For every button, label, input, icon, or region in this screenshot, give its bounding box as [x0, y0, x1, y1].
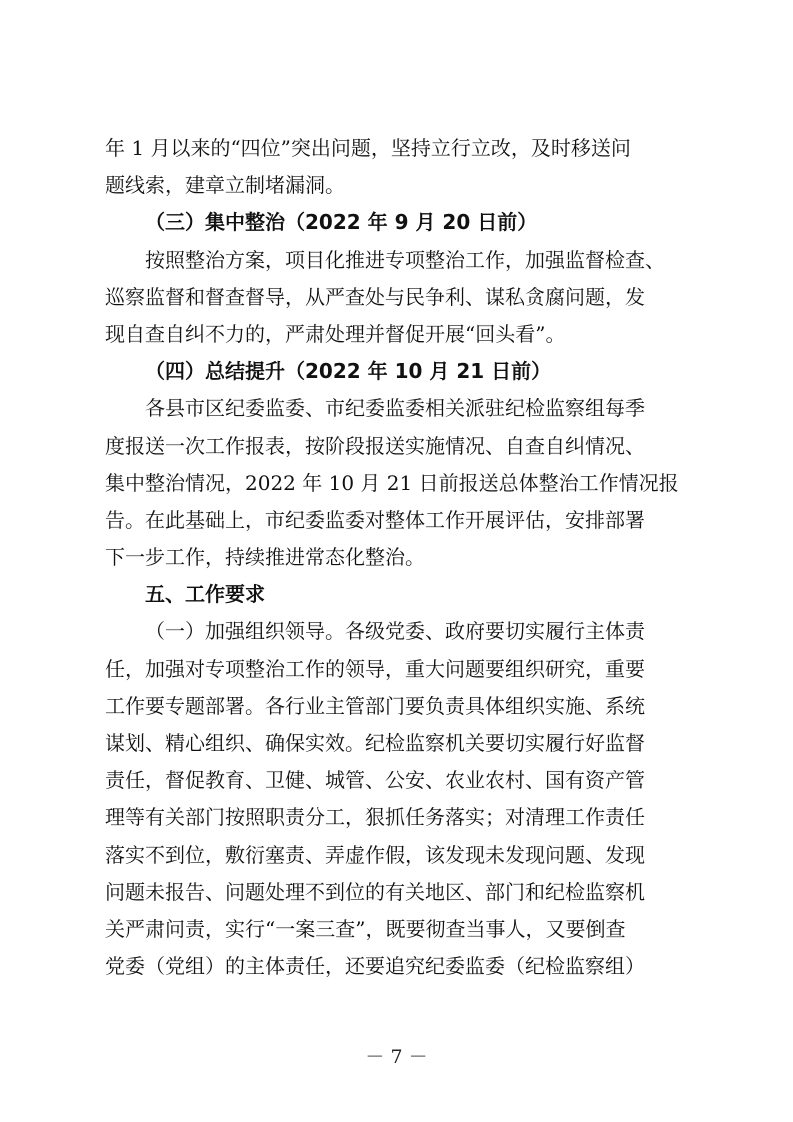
text-line: 责任，督促教育、卫健、城管、公安、农业农村、国有资产管	[105, 768, 645, 793]
text-line: 落实不到位，敷衍塞责、弄虚作假，该发现未发现问题、发现	[105, 842, 645, 867]
text-line: 告。在此基础上，市纪委监委对整体工作开展评估，安排部署	[105, 507, 645, 532]
text-line: 理等有关部门按照职责分工，狠抓任务落实；对清理工作责任	[105, 805, 645, 830]
paragraph-start-line: 按照整治方案，项目化推进专项整治工作，加强监督检查、	[145, 247, 665, 272]
text-line: 年 1 月以来的“四位”突出问题，坚持立行立改，及时移送问	[105, 136, 631, 160]
text-line: 集中整治情况，2022 年 10 月 21 日前报送总体整治工作情况报	[105, 470, 679, 495]
chapter-heading-5: 五、工作要求	[145, 582, 265, 607]
paragraph-start-line: 各县市区纪委监委、市纪委监委相关派驻纪检监察组每季	[145, 396, 645, 421]
text-line: 党委（党组）的主体责任，还要追究纪委监委（纪检监察组）	[105, 954, 645, 979]
paragraph-start-line: （一）加强组织领导。各级党委、政府要切实履行主体责	[145, 619, 645, 644]
text-line: 下一步工作，持续推进常态化整治。	[105, 545, 425, 570]
text-line: 任，加强对专项整治工作的领导，重大问题要组织研究，重要	[105, 656, 645, 681]
text-line: 题线索，建章立制堵漏洞。	[105, 173, 345, 198]
text-line: 关严肃问责，实行“一案三查”，既要彻查当事人，又要倒查	[105, 916, 626, 941]
text-line: 度报送一次工作报表，按阶段报送实施情况、自查自纠情况、	[105, 433, 645, 458]
document-body	[105, 130, 697, 985]
section-heading-4: （四）总结提升（2022 年 10 月 21 日前）	[145, 359, 552, 384]
text-line: 工作要专题部署。各行业主管部门要负责具体组织实施、系统	[105, 693, 645, 718]
text-line: 巡察监督和督查督导，从严查处与民争利、谋私贪腐问题，发	[105, 284, 645, 309]
text-line: 谋划、精心组织、确保实效。纪检监察机关要切实履行好监督	[105, 731, 645, 755]
text-line: 问题未报告、问题处理不到位的有关地区、部门和纪检监察机	[105, 879, 645, 904]
section-heading-3: （三）集中整治（2022 年 9 月 20 日前）	[145, 210, 538, 235]
page-number: － 7 －	[365, 1046, 428, 1068]
text-line: 现自查自纠不力的，严肃处理并督促开展“回头看”。	[105, 321, 566, 346]
